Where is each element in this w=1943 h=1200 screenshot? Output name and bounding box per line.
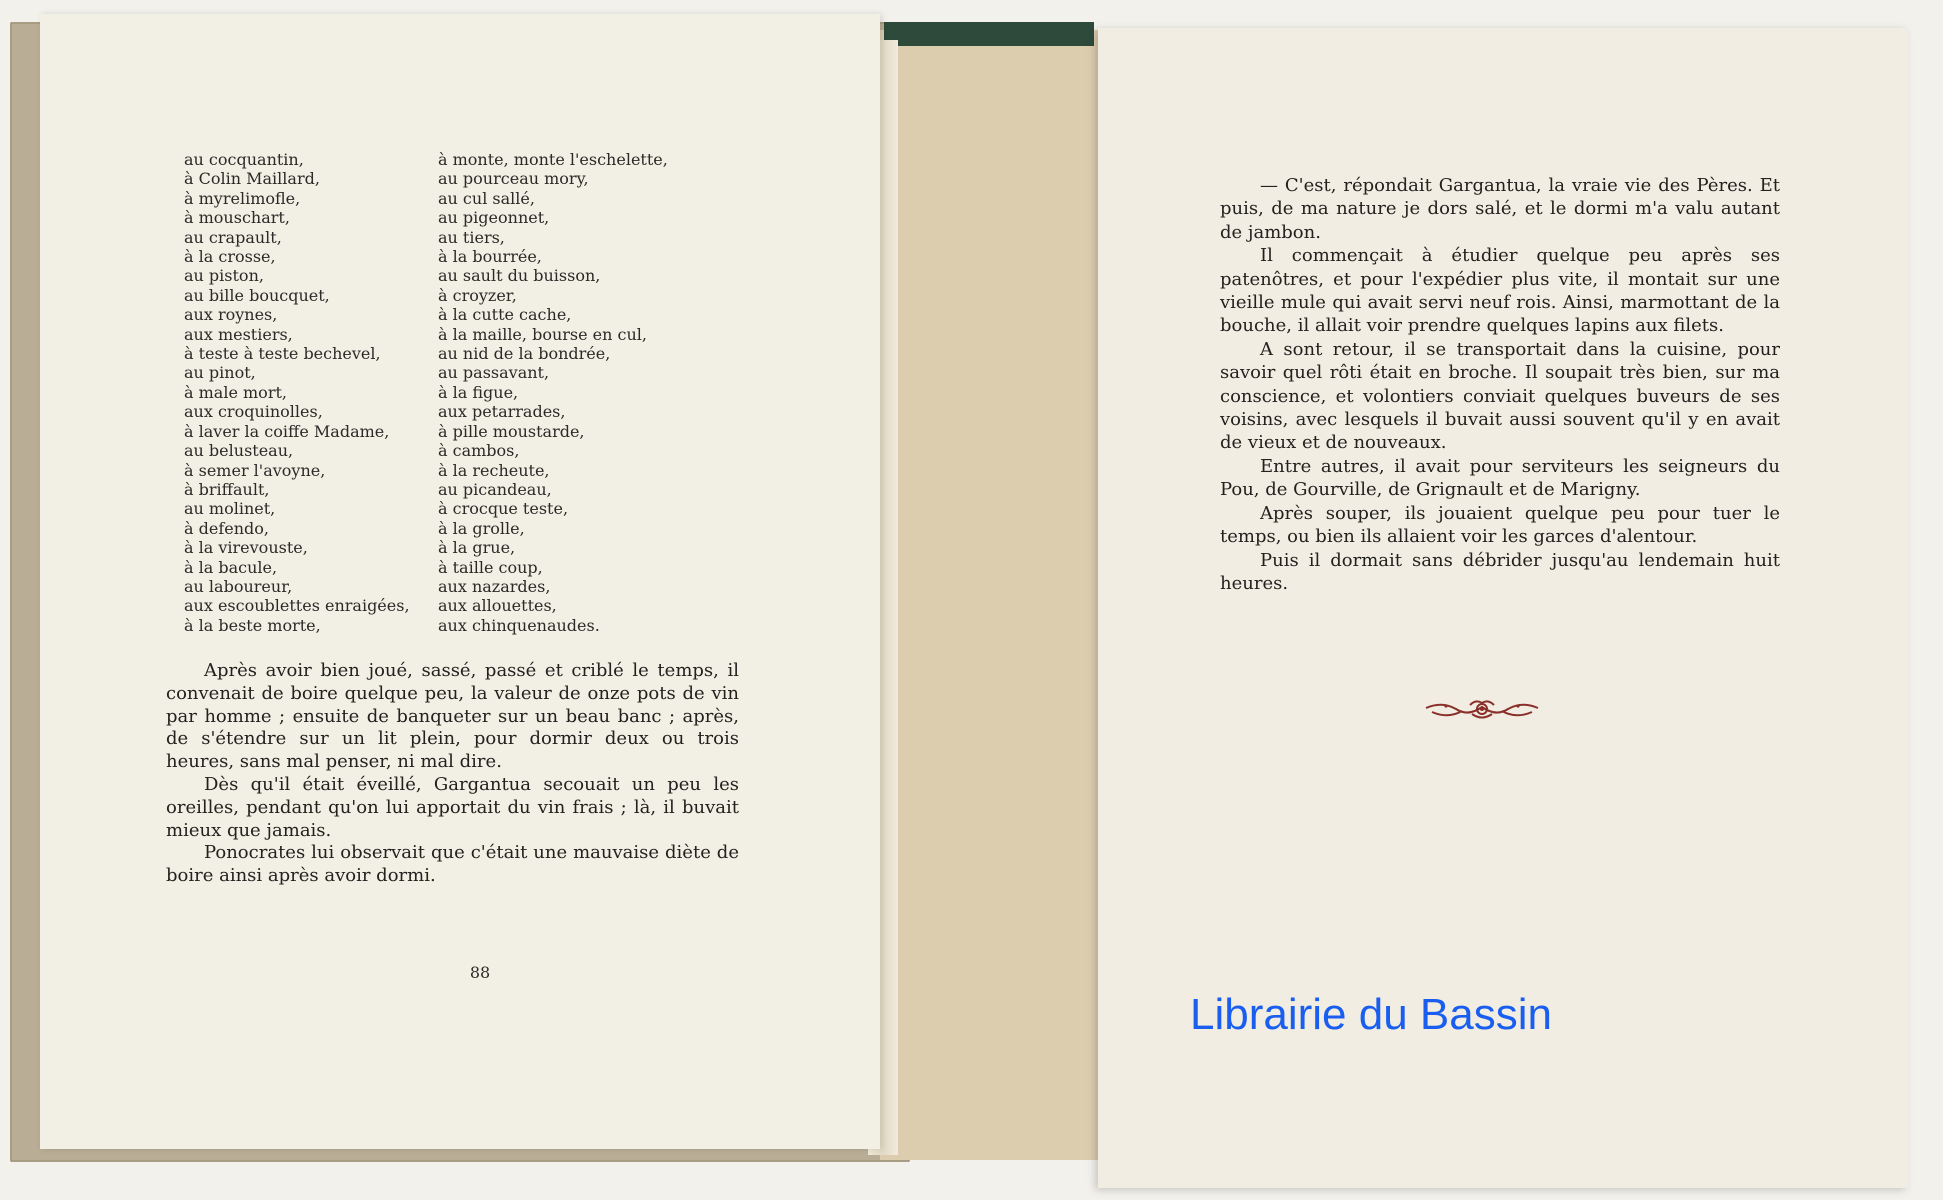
list-item: à la grolle, xyxy=(438,518,525,538)
list-item: au laboureur, xyxy=(184,576,293,596)
paragraph: A sont retour, il se transportait dans la cuisine, pour savoir quel rôti était en broche. Il soupait très bien, sur ma conscience, et volontiers conviait quelques buveurs de ses voisins, avec lesquels il buvait aussi souvent qu'il y en avait de vieux et de nouveaux. xyxy=(1220,338,1780,454)
spine-cloth xyxy=(884,22,1094,46)
list-item: au cocquantin, xyxy=(184,150,304,169)
games-list-left-column xyxy=(184,150,410,635)
list-item: au sault du buisson, xyxy=(438,266,601,286)
list-item: à la beste morte, xyxy=(184,615,321,635)
list-item: à teste à teste bechevel, xyxy=(184,344,381,364)
list-item: à laver la coiffe Madame, xyxy=(184,421,390,441)
list-item: au passavant, xyxy=(438,363,550,383)
list-item: au crapault, xyxy=(184,227,282,247)
left-page-text xyxy=(166,660,739,888)
list-item: au picandeau, xyxy=(438,479,552,499)
list-item: au pinot, xyxy=(184,363,256,383)
paragraph: Puis il dormait sans débrider jusqu'au lendemain huit heures. xyxy=(1220,549,1780,594)
list-item: au cul sallé, xyxy=(438,188,535,208)
list-item: à semer l'avoyne, xyxy=(184,460,326,480)
right-page-text xyxy=(1220,174,1780,595)
list-item: aux mestiers, xyxy=(184,324,293,344)
list-item: au molinet, xyxy=(184,499,276,519)
list-item: à la recheute, xyxy=(438,460,550,480)
list-item: aux escoublettes enraigées, xyxy=(184,596,410,616)
list-item: à la cutte cache, xyxy=(438,305,572,325)
list-item: aux petarrades, xyxy=(438,402,566,422)
list-item: au belusteau, xyxy=(184,441,294,461)
list-item: à mouschart, xyxy=(184,208,290,228)
list-item: à Colin Maillard, xyxy=(184,169,320,189)
list-item: au bille boucquet, xyxy=(184,285,330,305)
paragraph: Après souper, ils jouaient quelque peu pour tuer le temps, ou bien ils allaient voir les garces d'alentour. xyxy=(1220,502,1780,548)
list-item: à la grue, xyxy=(438,538,516,558)
list-item: à la crosse, xyxy=(184,247,276,267)
paragraph: Dès qu'il était éveillé, Gargantua secouait un peu les oreilles, pendant qu'on lui apportait du vin frais ; là, il buvait mieux que jamais. xyxy=(166,773,739,841)
watermark: Librairie du Bassin xyxy=(1190,990,1552,1039)
list-item: à taille coup, xyxy=(438,557,543,577)
list-item: aux nazardes, xyxy=(438,576,551,596)
list-item: aux chinquenaudes. xyxy=(438,615,600,635)
list-item: aux croquinolles, xyxy=(184,402,323,422)
list-item: à la figue, xyxy=(438,382,519,402)
list-item: à crocque teste, xyxy=(438,499,569,519)
paragraph: Il commençait à étudier quelque peu après ses patenôtres, et pour l'expédier plus vite, il montait sur une vieille mule qui avait servi neuf rois. Ainsi, marmottant de la bouche, il allait voir prendre quelques lapins aux filets. xyxy=(1220,245,1780,337)
list-item: à monte, monte l'eschelette, xyxy=(438,150,668,169)
paragraph: Entre autres, il avait pour serviteurs les seigneurs du Pou, de Gourville, de Grignault et de Marigny. xyxy=(1220,455,1780,501)
list-item: au piston, xyxy=(184,266,264,286)
book-spine xyxy=(880,30,1120,1160)
list-item: aux allouettes, xyxy=(438,596,557,616)
list-item: à pille moustarde, xyxy=(438,421,585,441)
list-item: à la maille, bourse en cul, xyxy=(438,324,647,344)
list-item: au pourceau mory, xyxy=(438,169,589,189)
list-item: à croyzer, xyxy=(438,285,517,305)
list-item: à la bourrée, xyxy=(438,247,542,267)
list-item: aux roynes, xyxy=(184,305,278,325)
paragraph: Après avoir bien joué, sassé, passé et criblé le temps, il convenait de boire quelque peu, la valeur de onze pots de vin par homme ; ensuite de banqueter sur un beau banc ; après, de s'étendre sur un lit plein, pour dormir deux ou trois heures, sans mal penser, ni mal dire. xyxy=(166,660,739,773)
list-item: à defendo, xyxy=(184,518,269,538)
games-list-right-column xyxy=(438,150,668,635)
list-item: à male mort, xyxy=(184,382,287,402)
list-item: à myrelimofle, xyxy=(184,188,301,208)
list-item: à briffault, xyxy=(184,479,270,499)
paragraph: Ponocrates lui observait que c'était une mauvaise diète de boire ainsi après avoir dormi. xyxy=(166,842,739,887)
list-item: à la bacule, xyxy=(184,557,278,577)
list-item: à cambos, xyxy=(438,441,520,461)
paragraph: — C'est, répondait Gargantua, la vraie vie des Pères. Et puis, de ma nature je dors salé, et le dormi m'a valu autant de jambon. xyxy=(1220,175,1780,243)
list-item: au pigeonnet, xyxy=(438,208,550,228)
page-number: 88 xyxy=(469,963,491,982)
list-item: au tiers, xyxy=(438,227,505,247)
floral-vignette-icon xyxy=(1422,695,1542,725)
list-item: au nid de la bondrée, xyxy=(438,344,611,364)
list-item: à la virevouste, xyxy=(184,538,308,558)
